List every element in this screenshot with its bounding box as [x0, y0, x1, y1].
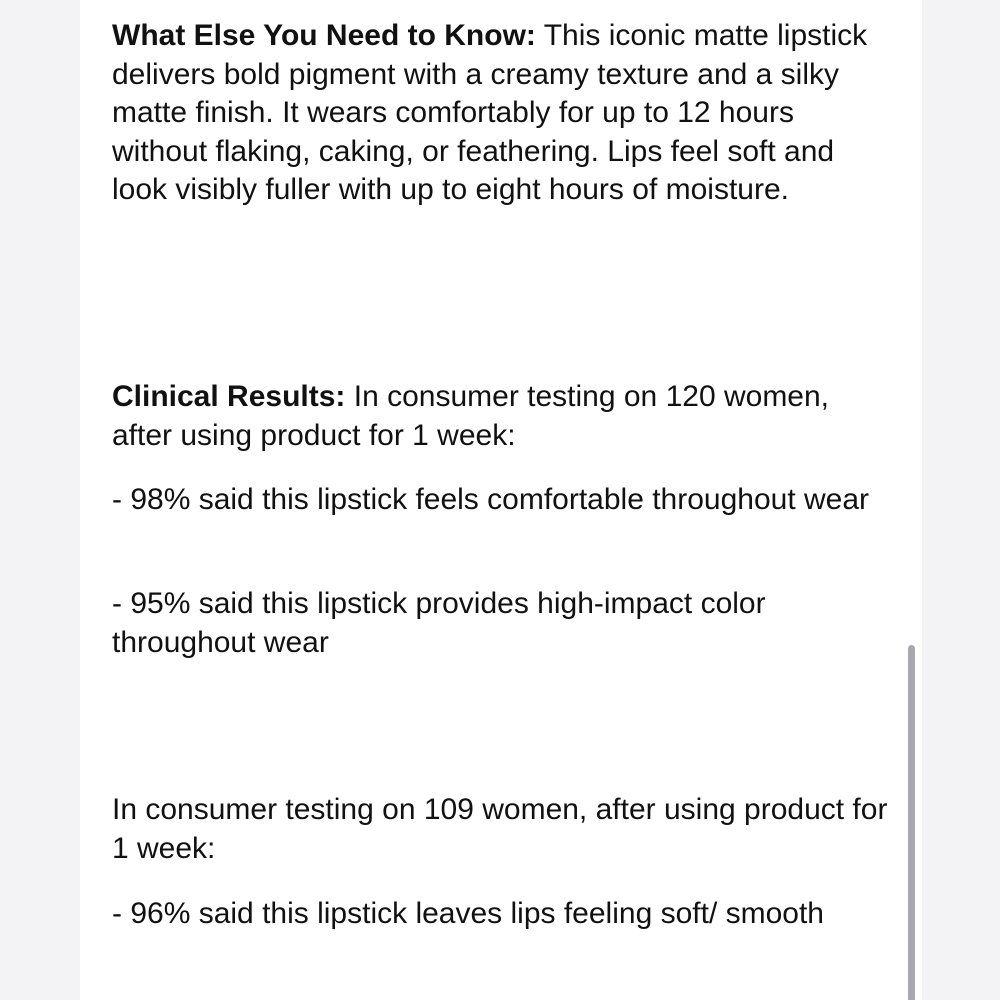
- clinical-results-intro: [112, 378, 892, 455]
- second-study-intro: In consumer testing on 109 women, after using product for 1 week:: [112, 793, 888, 865]
- clinical-result-item: - 98% said this lipstick feels comfortable throughout wear: [112, 483, 870, 516]
- clinical-results-heading: Clinical Results:: [112, 380, 346, 413]
- scrollbar-thumb[interactable]: [908, 645, 915, 1000]
- product-description: [112, 17, 892, 210]
- description-heading: What Else You Need to Know:: [112, 19, 536, 52]
- clinical-result-item: - 95% said this lipstick provides high-impact color throughout wear: [112, 587, 766, 659]
- description-body: This iconic matte lipstick delivers bold pigment with a creamy texture and a silky matte finish. It wears comfortably for up to 12 hours without flaking, caking, or feathering. Lips feel soft and look visibly fuller with up to eight hours of moisture.: [112, 19, 868, 207]
- second-study-result-item: - 96% said this lipstick leaves lips feeling soft/ smooth: [112, 897, 824, 930]
- clinical-results-intro-text: In consumer testing on 120 women, after using product for 1 week:: [112, 380, 830, 452]
